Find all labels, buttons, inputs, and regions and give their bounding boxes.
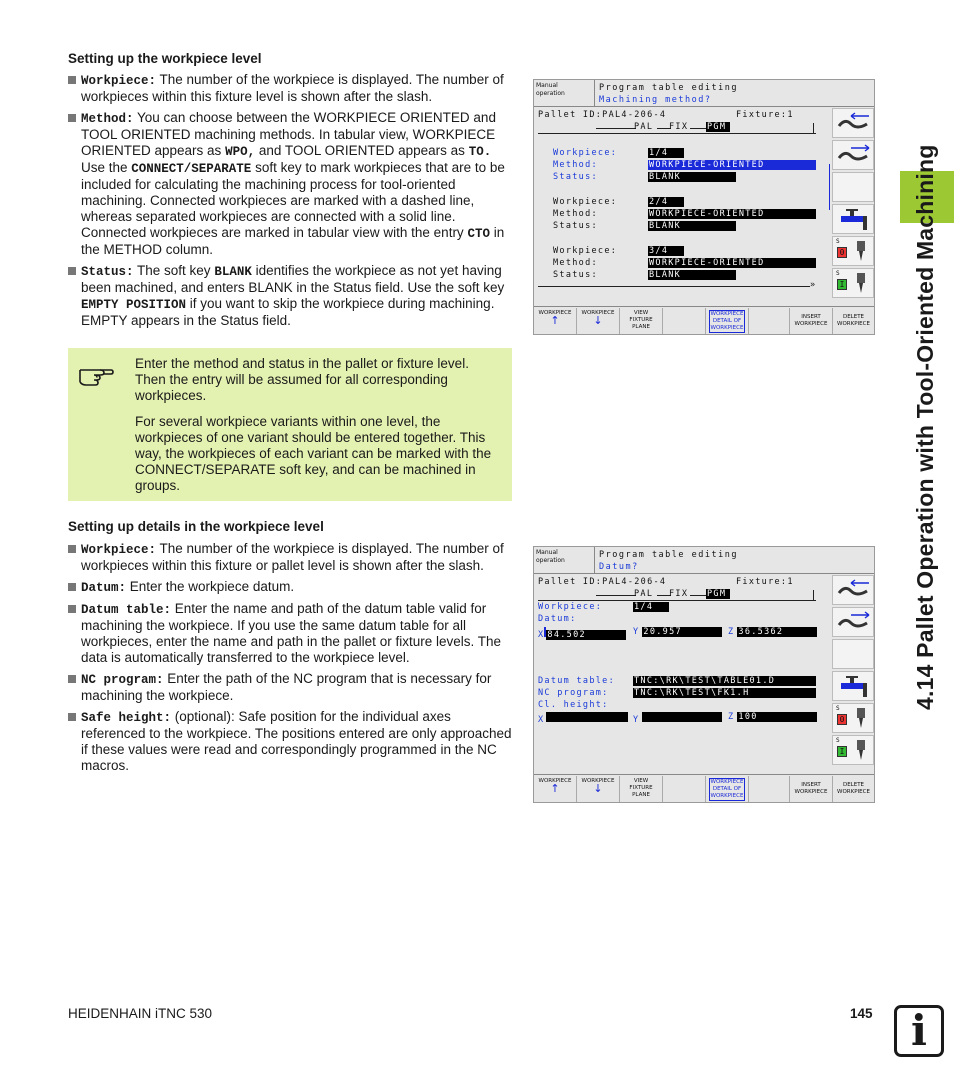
clearance-z-field[interactable]: 100 <box>737 712 817 722</box>
pallet-up-key[interactable] <box>832 575 874 605</box>
screen-prompt: Machining method? <box>599 95 712 105</box>
wp2-method-label: Method: <box>553 209 598 219</box>
note-paragraph-1: Enter the method and status in the pallet or fixture level. Then the entry will be assumed for all corresponding workpieces. <box>135 356 469 403</box>
pallet-up-key[interactable] <box>832 108 874 138</box>
clearance-y-label: Y <box>633 715 640 725</box>
spindle-off-key[interactable] <box>832 703 874 733</box>
datum-z-label: Z <box>728 627 735 637</box>
wp1-number-field[interactable]: 1/4 <box>648 148 684 158</box>
bullet-safe-height <box>68 709 513 774</box>
spindle-icon <box>853 708 869 730</box>
code-cto: CTO <box>467 227 490 241</box>
desc-status-2: identifies the workpiece as not yet having been machined, and enters BLANK in the Status field. Use the soft key <box>81 263 505 295</box>
term-safe-height: Safe height: <box>81 711 172 725</box>
workpiece-label: Workpiece: <box>538 602 603 612</box>
workpiece-number-field[interactable]: 1/4 <box>633 602 669 612</box>
fixture-label: Fixture:1 <box>736 577 794 587</box>
wp3-label: Workpiece: <box>553 246 618 256</box>
workpiece-level-bullets <box>68 72 513 334</box>
screen-header <box>534 80 874 107</box>
path-fix: FIX <box>669 122 689 132</box>
softkey-workpiece-detail[interactable]: WORKPIECE DETAIL OF WORKPIECE <box>706 308 749 334</box>
mode-label: Manual operation <box>536 82 565 97</box>
wp3-number-field[interactable]: 3/4 <box>648 246 684 256</box>
clearance-y-field[interactable] <box>642 712 722 722</box>
tap-icon <box>837 675 871 699</box>
wp1-method-field[interactable]: WORKPIECE-ORIENTED <box>648 160 816 170</box>
desc-safe-height: (optional): Safe position for the individual axes referenced to the workpiece. The positions entered are only approached if these values were read and correspondingly programmed in the NC macros. <box>81 709 512 773</box>
softkey-insert-workpiece[interactable]: INSERT WORKPIECE <box>790 308 833 334</box>
softkey-workpiece-down[interactable]: WORKPIECE ↓ <box>577 308 620 334</box>
wp3-status-field[interactable]: BLANK <box>648 270 736 280</box>
code-to: TO. <box>468 145 492 159</box>
tap-icon <box>837 208 871 232</box>
clearance-x-field[interactable] <box>546 712 628 722</box>
desc-datum-table: Enter the name and path of the datum table valid for machining the workpiece. If you use the same datum table for all workpieces, enter the name and path in the pallet or fixture levels. The data is automatically transferred to the workpiece level. <box>81 601 501 665</box>
softkey-empty-2[interactable] <box>749 308 790 334</box>
term-nc-program: NC program: <box>81 673 164 687</box>
nc-program-field[interactable]: TNC:\RK\TEST\FK1.H <box>633 688 816 698</box>
desc-workpiece-2: The number of the workpiece is displayed. The number of workpieces within this fixture or pallet level is shown after the slash. <box>81 541 504 573</box>
chapter-title-text: 4.14 Pallet Operation with Tool-Oriented Machining <box>912 144 938 710</box>
section-heading-workpiece-level: Setting up the workpiece level <box>68 51 262 66</box>
bullet-workpiece-2 <box>68 541 513 574</box>
blank-side-key[interactable] <box>832 639 874 669</box>
pallet-id: Pallet ID:PAL4-206-4 <box>538 577 667 587</box>
bottom-softkeys <box>534 306 874 334</box>
footer-product: HEIDENHAIN iTNC 530 <box>68 1006 213 1021</box>
bullet-square-icon <box>68 545 76 553</box>
off-label: 0 <box>837 714 847 725</box>
path-pal: PAL <box>634 589 654 599</box>
datum-table-label: Datum table: <box>538 676 616 686</box>
softkey-insert-workpiece[interactable]: INSERT WORKPIECE <box>790 776 833 802</box>
mode-label: Manual operation <box>536 549 565 564</box>
wp2-number-field[interactable]: 2/4 <box>648 197 684 207</box>
spindle-label: S <box>836 737 840 744</box>
term-workpiece: Workpiece: <box>81 74 157 88</box>
spindle-label: S <box>836 705 840 712</box>
wp1-method-label: Method: <box>553 160 598 170</box>
spindle-on-key[interactable] <box>832 268 874 298</box>
bullet-square-icon <box>68 76 76 84</box>
fixture-key[interactable] <box>832 607 874 637</box>
softkey-empty-2[interactable] <box>749 776 790 802</box>
code-connect-separate: CONNECT/SEPARATE <box>131 162 252 176</box>
softkey-delete-workpiece[interactable]: DELETE WORKPIECE <box>837 782 870 795</box>
softkey-view-fixture-plane[interactable]: VIEW FIXTURE PLANE <box>620 308 663 334</box>
softkey-workpiece-up[interactable]: WORKPIECE ↑ <box>534 776 577 802</box>
wp2-status-label: Status: <box>553 221 598 231</box>
desc-status-1: The soft key <box>133 263 215 278</box>
desc-workpiece: The number of the workpiece is displayed. The number of workpieces within this fixture level is shown after the slash. <box>81 72 504 104</box>
bullet-nc-program <box>68 671 513 704</box>
datum-y-field[interactable]: 20.957 <box>642 627 722 637</box>
bullet-square-icon <box>68 713 76 721</box>
datum-x-label: X <box>538 630 545 640</box>
screen-workpiece-details <box>533 546 875 803</box>
wp1-label: Workpiece: <box>553 148 618 158</box>
details-bullets <box>68 541 513 779</box>
term-datum: Datum: <box>81 581 127 595</box>
clearance-z-label: Z <box>728 712 735 722</box>
path-pgm: PGM <box>706 122 730 132</box>
softkey-workpiece-down[interactable]: WORKPIECE ↓ <box>577 776 620 802</box>
path-pgm: PGM <box>706 589 730 599</box>
section-heading-details: Setting up details in the workpiece level <box>68 519 324 534</box>
softkey-workpiece-up[interactable]: WORKPIECE ↑ <box>534 308 577 334</box>
info-icon-letter: i <box>911 1006 927 1055</box>
datum-table-field[interactable]: TNC:\RK\TEST\TABLE01.D <box>633 676 816 686</box>
wp2-label: Workpiece: <box>553 197 618 207</box>
wp1-status-label: Status: <box>553 172 598 182</box>
spindle-icon <box>853 273 869 295</box>
bullet-workpiece <box>68 72 513 105</box>
screen-workpiece-level <box>533 79 875 335</box>
code-empty-position: EMPTY POSITION <box>81 298 187 312</box>
pallet-right-arrow-icon <box>837 611 871 635</box>
on-label: I <box>837 746 847 757</box>
bullet-method <box>68 110 513 258</box>
spindle-icon <box>853 241 869 263</box>
fixture-key[interactable] <box>832 140 874 170</box>
note-paragraph-2: For several workpiece variants within one level, the workpieces of one variant should be entered together. This way, the workpieces of each variant can be marked with the CONNECT/SEPARATE soft key, and can be machined in groups. <box>135 414 492 493</box>
datum-y-label: Y <box>633 627 640 637</box>
wp2-method-field[interactable]: WORKPIECE-ORIENTED <box>648 209 816 219</box>
pallet-left-arrow-icon <box>837 112 871 136</box>
bullet-square-icon <box>68 675 76 683</box>
blank-side-key[interactable] <box>832 172 874 202</box>
desc-method-1: You can choose between the WORKPIECE ORIENTED and TOOL ORIENTED machining methods. In tabular view, WORKPIECE ORIENTED appears as <box>81 110 496 158</box>
softkey-view-fixture-plane[interactable]: VIEW FIXTURE PLANE <box>620 776 663 802</box>
spindle-label: S <box>836 270 840 277</box>
spindle-off-key[interactable] <box>832 236 874 266</box>
path-pal: PAL <box>634 122 654 132</box>
code-blank: BLANK <box>214 265 252 279</box>
clearance-height-label: Cl. height: <box>538 700 609 710</box>
pallet-right-arrow-icon <box>837 144 871 168</box>
term-status: Status: <box>81 265 134 279</box>
bullet-status <box>68 263 513 329</box>
screen-prompt: Datum? <box>599 562 639 572</box>
code-wpo: WPO, <box>225 145 256 159</box>
desc-method-2: and TOOL ORIENTED appears as <box>255 143 469 158</box>
wp3-method-field[interactable]: WORKPIECE-ORIENTED <box>648 258 816 268</box>
info-icon <box>894 1005 944 1057</box>
pallet-id: Pallet ID:PAL4-206-4 <box>538 110 667 120</box>
bullet-datum <box>68 579 513 596</box>
softkey-empty-1[interactable] <box>663 776 706 802</box>
datum-label: Datum: <box>538 614 577 624</box>
wp2-status-field[interactable]: BLANK <box>648 221 736 231</box>
softkey-delete-workpiece[interactable]: DELETE WORKPIECE <box>837 314 870 327</box>
note-box <box>68 348 512 501</box>
bullet-square-icon <box>68 267 76 275</box>
page-number: 145 <box>850 1006 873 1021</box>
bottom-softkeys <box>534 774 874 802</box>
more-indicator: » <box>810 280 817 290</box>
spindle-on-key[interactable] <box>832 735 874 765</box>
on-label: I <box>837 279 847 290</box>
wp3-status-label: Status: <box>553 270 598 280</box>
desc-method-4: soft key to mark workpieces that are to be included for calculating the machining process for tool-oriented machining. Connected workpieces are marked with a dashed line, whereas separated workpieces are connected with a solid line. Connected workpieces are marked in tabular view with the entry <box>81 160 505 240</box>
pallet-left-arrow-icon <box>837 579 871 603</box>
screen-title: Program table editing Machining method? <box>594 80 834 106</box>
fixture-label: Fixture:1 <box>736 110 794 120</box>
desc-status-3: if you want to skip the workpiece during machining. EMPTY appears in the Status field. <box>81 296 495 328</box>
term-workpiece-2: Workpiece: <box>81 543 157 557</box>
pointing-hand-icon <box>78 360 114 388</box>
bullet-square-icon <box>68 114 76 122</box>
softkey-empty-1[interactable] <box>663 308 706 334</box>
nc-program-label: NC program: <box>538 688 609 698</box>
desc-nc-program: Enter the path of the NC program that is necessary for machining the workpiece. <box>81 671 492 703</box>
desc-method-5: in the METHOD column. <box>81 225 505 257</box>
clearance-x-label: X <box>538 715 545 725</box>
screen-header <box>534 547 874 574</box>
coolant-key[interactable] <box>832 204 874 234</box>
wp3-method-label: Method: <box>553 258 598 268</box>
coolant-key[interactable] <box>832 671 874 701</box>
bullet-datum-table <box>68 601 513 666</box>
wp1-status-field[interactable]: BLANK <box>648 172 736 182</box>
spindle-label: S <box>836 238 840 245</box>
bullet-square-icon <box>68 605 76 613</box>
off-label: 0 <box>837 247 847 258</box>
bullet-square-icon <box>68 583 76 591</box>
spindle-icon <box>853 740 869 762</box>
term-datum-table: Datum table: <box>81 603 172 617</box>
screen-title: Program table editing Datum? <box>594 547 834 573</box>
term-method: Method: <box>81 112 134 126</box>
desc-method-3: Use the <box>81 160 132 175</box>
path-fix: FIX <box>669 589 689 599</box>
desc-datum: Enter the workpiece datum. <box>126 579 295 594</box>
datum-x-field[interactable]: 84.502 <box>546 630 626 640</box>
datum-z-field[interactable]: 36.5362 <box>737 627 817 637</box>
softkey-workpiece-detail[interactable]: WORKPIECE DETAIL OF WORKPIECE <box>706 776 749 802</box>
